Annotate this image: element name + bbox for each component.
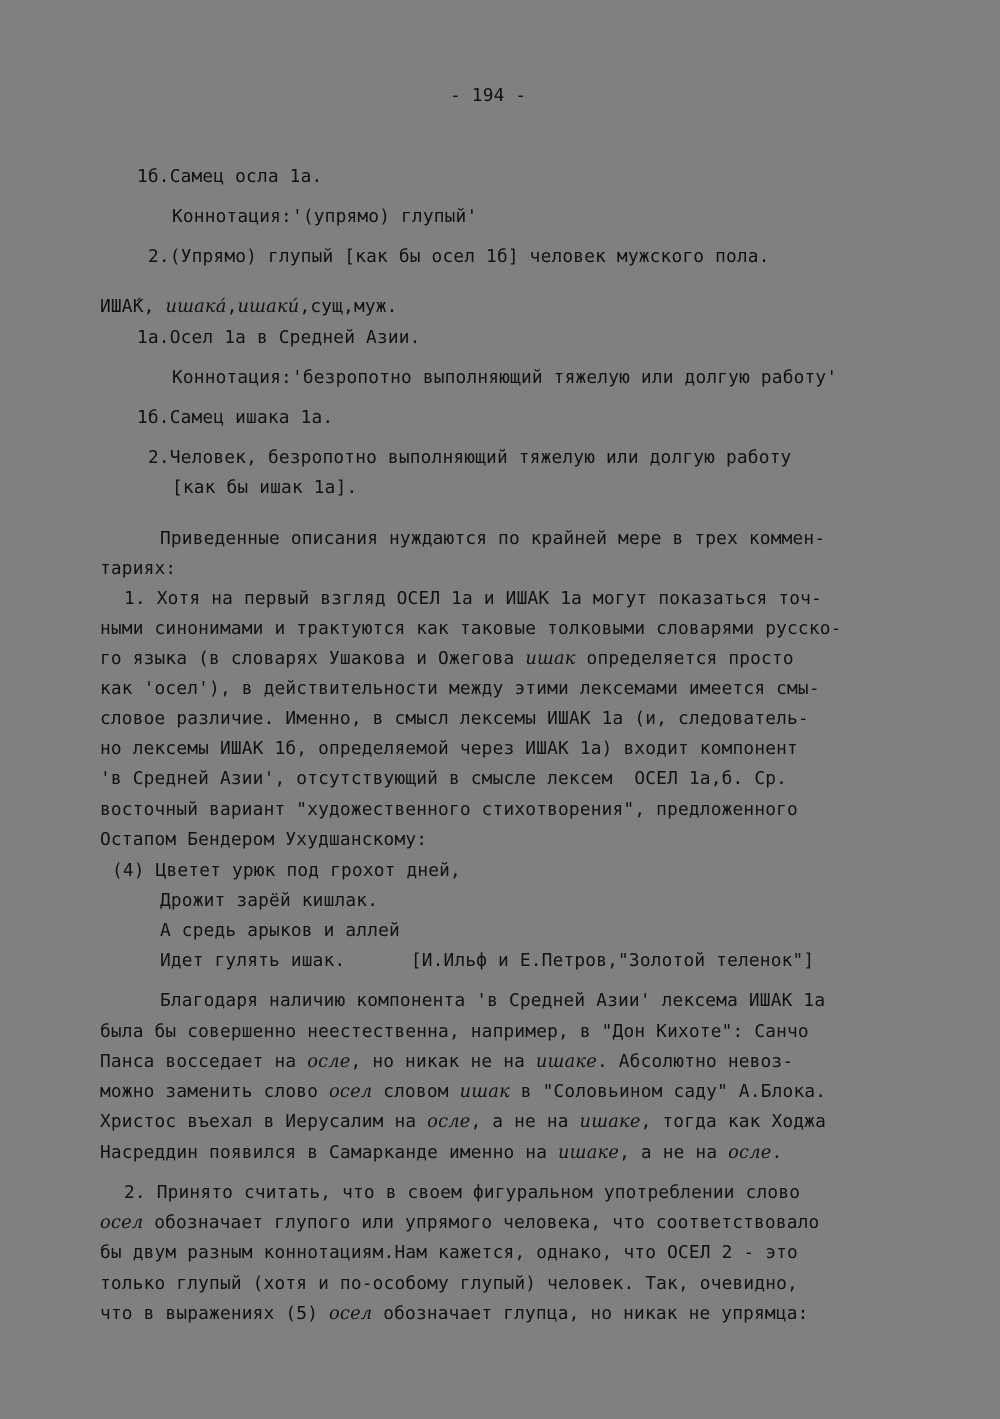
- italic-word: ишаке: [579, 1111, 641, 1132]
- text-line: [100, 829, 427, 851]
- text-line: [172, 206, 477, 228]
- text-line: [160, 920, 400, 942]
- text-segment: словое различие. Именно, в смысл лексемы ИШАК 1а (и, следователь-: [100, 708, 809, 729]
- text-segment: как 'осел'), в действительности между этими лексемами имеется смы-: [100, 678, 820, 699]
- page-number: - 194 -: [450, 85, 527, 106]
- text-segment: Насреддин появился в Самарканде именно на: [100, 1142, 559, 1163]
- text-line: [124, 588, 822, 610]
- text-segment: Коннотация:'(упрямо) глупый': [172, 206, 478, 227]
- text-line: [172, 367, 837, 389]
- text-line: [148, 447, 791, 469]
- italic-word: осел: [100, 1212, 144, 1233]
- text-segment: в "Соловьином саду" А.Блока.: [509, 1081, 827, 1102]
- text-line: [100, 768, 787, 790]
- italic-word: осле: [728, 1142, 772, 1163]
- text-line: [100, 1142, 782, 1164]
- text-line: [160, 950, 814, 972]
- text-segment: (4) Цветет урюк под грохот дней,: [112, 860, 461, 881]
- text-line: [100, 1051, 793, 1073]
- text-line: [100, 738, 798, 760]
- text-line: [112, 860, 461, 882]
- text-line: [137, 166, 322, 188]
- text-segment: ными синонимами и трактуются как таковые толковыми словарями русско-: [100, 618, 842, 639]
- italic-word: ишаки́: [237, 296, 300, 317]
- text-line: [100, 296, 398, 318]
- text-segment: . Абсолютно невоз-: [596, 1051, 794, 1072]
- text-segment: можно заменить слово: [100, 1081, 330, 1102]
- text-segment: 2. Принято считать, что в своем фигуральном употреблении слово: [124, 1182, 801, 1203]
- text-segment: тариях:: [100, 558, 177, 579]
- text-line: [100, 708, 809, 730]
- text-segment: словом: [372, 1081, 460, 1102]
- text-segment: Панса восседает на: [100, 1051, 308, 1072]
- text-segment: ,: [226, 296, 238, 317]
- text-segment: Благодаря наличию компонента 'в Средней Азии' лексема ИШАК 1а: [160, 990, 826, 1011]
- text-line: [100, 1303, 809, 1325]
- italic-word: осел: [329, 1303, 373, 1324]
- text-segment: Христос въехал в Иерусалим на: [100, 1111, 428, 1132]
- italic-word: осле: [427, 1111, 471, 1132]
- text-segment: .: [771, 1142, 783, 1163]
- text-line: [148, 246, 770, 268]
- text-line: [160, 990, 825, 1012]
- text-segment: Идет гулять ишак. [И.Ильф и Е.Петров,"Золотой теленок"]: [160, 950, 815, 971]
- text-line: [100, 1273, 798, 1295]
- text-segment: 2.(Упрямо) глупый [как бы осел 1б] человек мужского пола.: [148, 246, 770, 267]
- text-segment: Приведенные описания нуждаются по крайней мере в трех коммен-: [160, 528, 826, 549]
- text-line: [100, 1081, 826, 1103]
- text-segment: 1б.Самец осла 1а.: [137, 166, 323, 187]
- text-line: [160, 890, 378, 912]
- italic-word: ишаке: [558, 1142, 620, 1163]
- italic-word: ишаке: [535, 1051, 597, 1072]
- italic-word: ишака́: [165, 296, 227, 317]
- text-segment: обозначает глупого или упрямого человека, что соответствовало: [143, 1212, 820, 1233]
- text-segment: восточный вариант "художественного стихотворения", предложенного: [100, 799, 798, 820]
- text-line: [100, 1212, 819, 1234]
- text-line: [124, 1182, 800, 1204]
- text-segment: что в выражениях (5): [100, 1303, 330, 1324]
- italic-word: осле: [307, 1051, 351, 1072]
- text-line: [137, 407, 333, 429]
- text-segment: 'в Средней Азии', отсутствующий в смысле лексем ОСЕЛ 1а,б. Ср.: [100, 768, 788, 789]
- text-segment: Коннотация:'безропотно выполняющий тяжелую или долгую работу': [172, 367, 838, 388]
- text-segment: , а не на: [470, 1111, 580, 1132]
- text-line: [137, 327, 421, 349]
- text-segment: 1. Хотя на первый взгляд ОСЕЛ 1а и ИШАК 1а могут показаться точ-: [124, 588, 822, 609]
- text-segment: только глупый (хотя и по-особому глупый) человек. Так, очевидно,: [100, 1273, 798, 1294]
- text-segment: , тогда как Ходжа: [640, 1111, 826, 1132]
- text-segment: была бы совершенно неестественна, например, в "Дон Кихоте": Санчо: [100, 1021, 809, 1042]
- text-segment: но лексемы ИШАК 1б, определяемой через ИШАК 1а) входит компонент: [100, 738, 798, 759]
- text-segment: Дрожит зарёй кишлак.: [160, 890, 379, 911]
- text-segment: , а не на: [619, 1142, 729, 1163]
- text-line: [100, 1021, 809, 1043]
- text-line: [100, 678, 820, 700]
- text-segment: го языка (в словарях Ушакова и Ожегова: [100, 648, 526, 669]
- text-line: [100, 1111, 826, 1133]
- text-segment: [как бы ишак 1а].: [172, 477, 358, 498]
- text-segment: обозначает глупца, но никак не упрямца:: [372, 1303, 809, 1324]
- text-segment: определяется просто: [575, 648, 794, 669]
- text-segment: ИША́К,: [100, 296, 166, 317]
- italic-word: ишак: [525, 648, 576, 669]
- text-line: [172, 477, 357, 499]
- text-line: [100, 558, 176, 580]
- text-line: [160, 528, 825, 550]
- text-segment: ,сущ,муж.: [299, 296, 398, 317]
- text-line: [100, 648, 794, 670]
- text-segment: , но никак не на: [350, 1051, 536, 1072]
- text-segment: А средь арыков и аллей: [160, 920, 400, 941]
- italic-word: осел: [329, 1081, 373, 1102]
- text-segment: Остапом Бендером Ухудшанскому:: [100, 829, 428, 850]
- text-segment: 2.Человек, безропотно выполняющий тяжелую или долгую работу: [148, 447, 792, 468]
- text-line: [100, 618, 842, 640]
- text-line: [100, 799, 798, 821]
- italic-word: ишак: [459, 1081, 510, 1102]
- text-segment: 1б.Самец ишака 1а.: [137, 407, 334, 428]
- text-line: [100, 1242, 798, 1264]
- text-segment: 1а.Осел 1а в Средней Азии.: [137, 327, 421, 348]
- text-segment: бы двум разным коннотациям.Нам кажется, однако, что ОСЕЛ 2 - это: [100, 1242, 798, 1263]
